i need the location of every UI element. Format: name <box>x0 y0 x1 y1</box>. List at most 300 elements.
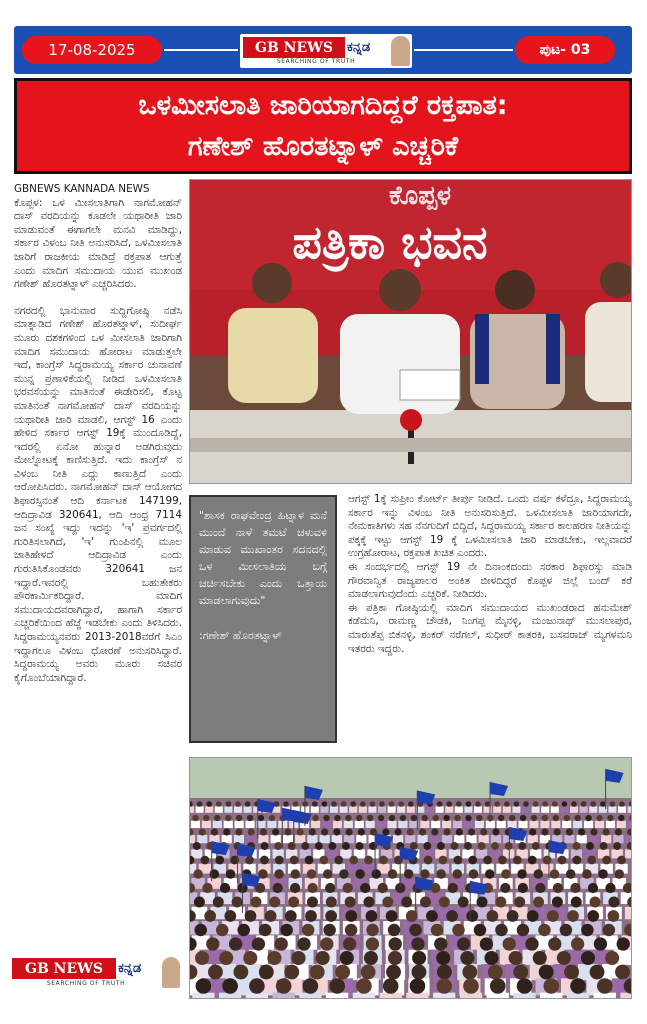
crowd-person-head <box>594 937 607 950</box>
crowd-person-head <box>285 910 297 922</box>
crowd-person-head <box>462 965 477 980</box>
footer-logo-portrait <box>162 957 180 988</box>
crowd-person-body <box>617 821 626 828</box>
crowd-person-body <box>570 806 578 812</box>
footer-logo-tagline: SEARCHING OF TRUTH <box>46 980 126 987</box>
crowd-person-body <box>430 835 440 843</box>
crowd-person-head <box>243 951 257 965</box>
crowd-person-head <box>603 924 616 937</box>
crowd-person-body <box>584 821 593 828</box>
crowd-person-body <box>420 821 429 828</box>
crowd-person-body <box>397 806 405 812</box>
crowd-person-head <box>360 801 366 807</box>
crowd-person-head <box>225 815 231 821</box>
crowd-person-body <box>489 849 500 858</box>
crowd-person-head <box>412 951 426 965</box>
crowd-person-head <box>269 897 280 908</box>
crowd-person-body <box>258 835 268 843</box>
logo-tagline: SEARCHING OF TRUTH <box>276 58 356 65</box>
crowd-person-body <box>613 835 623 843</box>
crowd-person-head <box>465 815 471 821</box>
crowd-person-head <box>345 924 358 937</box>
crowd-person-head <box>275 937 288 950</box>
crowd-person-head <box>386 965 401 980</box>
crowd-person-head <box>436 869 445 878</box>
crowd-person-head <box>219 951 233 965</box>
crowd-person-body <box>307 835 317 843</box>
crowd-person-body <box>606 821 615 828</box>
crowd-person-body <box>577 835 587 843</box>
crowd-person-body <box>442 821 451 828</box>
crowd-person-body <box>224 806 232 812</box>
crowd-person-head <box>235 828 242 835</box>
crowd-person-head <box>605 883 615 893</box>
crowd-person-head <box>478 842 486 850</box>
crowd-person-head <box>552 801 558 807</box>
crowd-person-body <box>234 835 244 843</box>
crowd-person-head <box>492 828 499 835</box>
crowd-person-head <box>335 965 350 980</box>
crowd-person-head <box>570 978 586 994</box>
crowd-person-body <box>191 821 200 828</box>
crowd-person-head <box>542 801 548 807</box>
crowd-person-body <box>333 821 342 828</box>
crowd-person-head <box>280 924 293 937</box>
crowd-person-body <box>356 835 366 843</box>
crowd-person-body <box>564 835 574 843</box>
crowd-person-head <box>233 965 248 980</box>
crowd-person-head <box>446 801 452 807</box>
crowd-person-head <box>274 842 282 850</box>
crowd-person-head <box>423 842 431 850</box>
crowd-person-head <box>290 856 299 865</box>
crowd-person-head <box>587 856 596 865</box>
crowd-person-head <box>464 842 472 850</box>
crowd-person-head <box>378 883 388 893</box>
crowd-person-head <box>585 815 591 821</box>
crowd-person-body <box>215 806 223 812</box>
crowd-person-head <box>356 978 372 994</box>
crowd-person-head <box>498 856 507 865</box>
crowd-person-head <box>259 965 274 980</box>
article-continuation: ಆಗಸ್ಟ್ 1ಕ್ಕೆ ಸುಪ್ರೀಂ ಕೋರ್ಟ್ ತೀರ್ಪು ನೀಡಿದೆ. ಒಂದು ವರ್ಷ ಕಳೆದ್ರೂ, ಸಿದ್ದರಾಮಯ್ಯ ಸರ್ಕಾರ ಇನ್ನು ವಿಳಂಬ ನೀತಿ ಅನುಸರಿಸುತ್ತಿದೆ. ಒಳಮೀಸಲಾತಿ ಜಾರಿಯಾಗದೇ, ನೇಮಕಾತಿಗಳು ಸಹ ನೆನಗುದಿಗೆ ಬಿದ್ದಿದೆ, ಸಿದ್ದರಾಮಯ್ಯ ಸರ್ಕಾರ ಕಾಲಹರಣ ನೀತಿಯನ್ನು ಪಕ್ಕಕ್ಕೆ ಇಟ್ಟು ಆಗಸ್ಟ್ 19 ಕ್ಕೆ ಒಳಮೀಸಲಾತಿ ಜಾರಿ ಮಾಡಬೇಕು, ಇಲ್ಲವಾದರೆ ಉಗ್ರಹೋರಾಟ, ರಕ್ತಪಾತ ಖಚಿತ ಎಂದರು. <box>348 493 632 560</box>
crowd-person-body <box>234 806 242 812</box>
crowd-person-head <box>453 869 462 878</box>
crowd-person-head <box>518 883 528 893</box>
pull-quote-text: "ಶಾಸಕ ರಾಘವೇಂದ್ರ ಹಿಟ್ನಾಳ ಮನೆ ಮುಂದೆ ನಾಳೆ ತಮಟೆ ಚಳುವಳಿ ಮಾಡುವ ಮುಖಾಂತರ ಸದನದಲ್ಲಿ ಒಳ ಮೀಸಲಾತಿಯ ಬಗ್ಗೆ ಚರ್ಚಿಸಬೇಕು ಎಂದು ಒತ್ತಾಯ ಮಾಡಲಾಗುವುದು" <box>199 509 327 607</box>
crowd-person-head <box>320 937 333 950</box>
crowd-person-head <box>301 842 309 850</box>
article-continuation: ಈ ಪತ್ರಿಕಾ ಗೋಷ್ಠಿಯಲ್ಲಿ ಮಾದಿಗ ಸಮುದಾಯದ ಮುಖಂಡರಾದ ಹನುಮೇಶ್ ಕಡೆಮನಿ, ರಾಮಣ್ಣ ಚೌಡಕಿ, ನಿಂಗಪ್ಪ ಮೈನಳ್ಳಿ, ಮಂಜುನಾಥ್ ಮುಸಲಾಪುರ, ಮಾರುತೆಪ್ಪ ಬಿಕನಳ್ಳಿ, ಶಂಕರ್ ನರೆಗಲ್, ಸುಧೀರ್ ಕಾತರಕಿ, ಬಸವರಾಜ್ ಮ್ಯಗಳಮನಿ ಇತರರು ಇದ್ದರು. <box>348 601 632 655</box>
crowd-person-head <box>525 937 538 950</box>
crowd-person-head <box>355 869 364 878</box>
crowd-person-body <box>355 821 364 828</box>
crowd-person-head <box>539 965 554 980</box>
crowd-person-head <box>303 978 319 994</box>
crowd-person-head <box>528 856 537 865</box>
crowd-person-head <box>272 828 279 835</box>
crowd-person-head <box>605 951 619 965</box>
crowd-person-head <box>558 856 567 865</box>
headline-box <box>14 78 632 174</box>
crowd-person-body <box>608 806 616 812</box>
article-paragraph: ನಗರದಲ್ಲಿ ಭಾನುವಾರ ಸುದ್ದಿಗೋಷ್ಠಿ ನಡೆಸಿ ಮಾತ್ನಾಡಿದ ಗಣೇಶ್ ಹೊರತಟ್ನಾಳ್, ಸುದೀರ್ಘ ಮೂರು ದಶಕಗಳಿಂದ ಒಳ ಮೀಸಲಾತಿ ಜಾರಿಗಾಗಿ ಮಾದಿಗ ಸಮುದಾಯ ಹೋರಾಟ ಮಾಡುತ್ತಲೇ ಇದೆ, ಕಾಂಗ್ರೆಸ್ ಸಿದ್ದರಾಮಯ್ಯ ಸರ್ಕಾರ ಚುನಾವಣೆ ಮುನ್ನ ಪ್ರಣಾಳಿಕೆಯಲ್ಲಿ ನೀಡಿದ ಒಳಮೀಸಲಾತಿ ಭರವಸೆಯನ್ನು ಮಾತಿನಂತೆ ಈಡೇರಿಸಲಿ, ಕೊಟ್ಟ ಮಾತಿನಂತೆ ನಾಗಮೋಹನ್ ದಾಸ್ ವರದಿಯನ್ನು ಯಥಾರೀತಿ ಜಾರಿ ಮಾಡಲಿ, ಆಗಸ್ಟ್ 16 ಎಂದು ಹೇಳಿದ ಸರ್ಕಾರ ಆಗಸ್ಟ್ 19ಕ್ಕೆ ಮುಂದೂಡಿದ್ದೆ, ಇದರಲ್ಲಿ ಏನೋ ಹುನ್ನಾರ ಅಡಗಿರುವುದು ಮೇಲ್ನೋಟಕ್ಕೆ ಕಾಣಿಸುತ್ತಿದೆ. ಇದು ಕಾಂಗ್ರೆಸ್ ನ ವಿಳಂಬ ನೀತಿ ಎದ್ದು ಕಾಣುತ್ತಿದೆ ಎಂದು ಆರೋಪಿಸಿದರು. ನಾಗಮೋಹನ್ ದಾಸ್ ಆಯೋಗದ ಶಿಫಾರಸ್ಸಿನಂತೆ ಆದಿ ಕರ್ನಾಟಕ 147199, ಆದಿದ್ರಾವಿಡ 320641, ಆದಿ ಆಂಧ್ರ 7114 ಜನ ಸಂಖ್ಯೆ ಇದ್ದು ಇದನ್ನು 'ಇ' ಪ್ರವರ್ಗದಲ್ಲಿ ಗುರಿತಿಸಲಾಗಿದೆ, 'ಇ' ಗುಂಪಿನಲ್ಲಿ ಮೂಲ ಜಾತಿಹೇಳದೆ ಆದಿದ್ರಾವಿಡ ಎಂದು ಗುರುತಿಸಿಕೊಂಡವರು 320641 ಜನ ಇದ್ದಾರೆ.ಇವರಲ್ಲಿ ಬಹುತೇಕರು ಪೌರಕಾರ್ಮಿಕರಿದ್ದಾರೆ. ಮಾದಿಗ ಸಮುದಾಯದವರಾಗಿದ್ದಾರೆ, ಹಾಗಾಗಿ ಸರ್ಕಾರ ಎಚ್ಚರಿಕೆಯಿಂದ ಹೆಜ್ಜೆ ಇಡಬೇಕು ಎಂದು ತಿಳಿಸಿದರು. ಸಿದ್ದರಾಮಯ್ಯನವರು 2013-2018ವರೆಗೆ ಸಿಎಂ ಇದ್ದಾಗಲೂ ವಿಳಂಬ ಧೋರಣೆ ಅನುಸರಿಸಿದ್ದಾರೆ. ಸಿದ್ದರಾಮಯ್ಯ ಅವರು ಮೂರು ಸಚಿವರ ಕೈಗೊಂಬೆಯಾಗಿದ್ದಾರೆ. <box>14 304 182 684</box>
crowd-person-head <box>247 815 253 821</box>
crowd-person-head <box>454 815 460 821</box>
crowd-person-head <box>407 828 414 835</box>
article-paragraph: ಕೊಪ್ಪಳ: ಒಳ ಮೀಸಲಾತಿಗಾಗಿ ನಾಗಮೋಹನ್ ದಾಸ್ ವರದಿಯನ್ನು ಕೂಡಲೇ ಯಥಾರೀತಿ ಜಾರಿ ಮಾಡುವಂತೆ ಈಗಾಗಲೇ ಮನವಿ ಮಾಡಿದ್ದು, ಸರ್ಕಾರ ವಿಳಂಬ ನೀತಿ ಅನುಸರಿಸಿದೆ, ಒಳಮೀಸಲಾತಿ ಜಾರಿಗೆ ರಾಜಕೀಯ ಮಾಡಿದ್ರೆ ರಕ್ತಪಾತ ಆಗುತ್ತೆ ಎಂದು ಮಾದಿಗ ಸಮುದಾಯ ಯುವ ಮುಖಂಡ ಗಣೇಶ್ ಹೊರತಟ್ನಾಳ್ ಎಚ್ಚರಿಸಿದರು. <box>14 196 182 291</box>
crowd-person-body <box>267 821 276 828</box>
crowd-person-head <box>581 924 594 937</box>
crowd-person-head <box>245 801 251 807</box>
crowd-person-body <box>455 806 463 812</box>
crowd-person-head <box>571 937 584 950</box>
crowd-person-head <box>495 924 508 937</box>
crowd-person-head <box>307 869 316 878</box>
crowd-person-head <box>302 924 315 937</box>
crowd-person-body <box>497 821 506 828</box>
crowd-person-head <box>346 828 353 835</box>
crowd-person-body <box>311 821 320 828</box>
crowd-person-body <box>222 835 232 843</box>
crowd-person-head <box>590 828 597 835</box>
crowd-person-head <box>339 869 348 878</box>
crowd-person-head <box>388 869 397 878</box>
article-byline: GBNEWS KANNADA NEWS <box>14 183 150 195</box>
article-left-column <box>14 183 182 913</box>
crowd-person-head <box>431 828 438 835</box>
crowd-person-head <box>554 828 561 835</box>
crowd-person-head <box>598 869 607 878</box>
crowd-person-head <box>199 828 206 835</box>
crowd-person-head <box>608 897 619 908</box>
crowd-person-head <box>409 924 422 937</box>
crowd-person-head <box>533 897 544 908</box>
crowd-person-head <box>610 801 616 807</box>
crowd-person-head <box>312 815 318 821</box>
crowd-person-head <box>411 937 424 950</box>
crowd-person-head <box>340 951 354 965</box>
crowd-person-head <box>341 801 347 807</box>
header-divider-left <box>164 49 238 51</box>
crowd-person-head <box>350 801 356 807</box>
crowd-person-head <box>454 856 463 865</box>
crowd-person-body <box>405 835 415 843</box>
crowd-person-head <box>553 883 563 893</box>
crowd-person-body <box>445 806 453 812</box>
crowd-person-head <box>194 897 205 908</box>
crowd-person-body <box>190 835 195 843</box>
crowd-person-body <box>503 806 511 812</box>
crowd-person-body <box>508 821 517 828</box>
crowd-person-head <box>345 897 356 908</box>
crowd-person-head <box>570 883 580 893</box>
crowd-person-head <box>297 937 310 950</box>
crowd-person-head <box>345 815 351 821</box>
crowd-person-body <box>522 806 530 812</box>
crowd-person-body <box>601 835 611 843</box>
crowd-person-head <box>389 815 395 821</box>
crowd-person-head <box>437 801 443 807</box>
logo-language-text: ಕನ್ನಡ <box>347 40 371 55</box>
masthead-logo <box>240 34 412 68</box>
crowd-person-head <box>543 856 552 865</box>
crowd-person-body <box>311 806 319 812</box>
crowd-person-body <box>551 821 560 828</box>
crowd-person-body <box>377 821 386 828</box>
crowd-person-head <box>600 801 606 807</box>
crowd-person-body <box>580 806 588 812</box>
crowd-person-head <box>356 842 364 850</box>
crowd-person-head <box>480 828 487 835</box>
crowd-person-body <box>532 806 540 812</box>
crowd-person-head <box>588 883 598 893</box>
crowd-person-head <box>312 801 318 807</box>
crowd-person-head <box>326 897 337 908</box>
crowd-person-head <box>424 856 433 865</box>
crowd-person-head <box>216 924 229 937</box>
crowd-person-head <box>389 937 402 950</box>
crowd-person-head <box>310 965 325 980</box>
crowd-person-head <box>484 951 498 965</box>
crowd-person-head <box>331 801 337 807</box>
crowd-person-head <box>437 965 452 980</box>
crowd-person-body <box>475 821 484 828</box>
crowd-person-head <box>498 815 504 821</box>
article-continuation: ಈ ಸಂದರ್ಭದಲ್ಲಿ ಆಗಸ್ಟ್ 19 ನೇ ದಿನಾಂಕದಂದು ಸರಕಾರ ಶಿಫಾರಸ್ಸು ಮಾಡಿ ಗೌರವಾನ್ವಿತ ರಾಜ್ಯಪಾಲರ ಅಂಕಿತ ಬೀಳದಿದ್ದರೆ ಕೊಪ್ಪಳ ಜಿಲ್ಲೆ ಬಂದ್ ಕರೆ ಮಾಡಲಾಗುವುದೆಂದು ಎಚ್ಚರಿಕೆ. ನೀಡಿದರು. <box>348 560 632 601</box>
crowd-person-head <box>531 815 537 821</box>
crowd-person-body <box>519 821 528 828</box>
crowd-person-head <box>386 910 398 922</box>
crowd-person-head <box>307 897 318 908</box>
crowd-person-head <box>400 815 406 821</box>
crowd-person-head <box>265 910 277 922</box>
crowd-person-body <box>344 821 353 828</box>
crowd-person-head <box>439 856 448 865</box>
crowd-person-head <box>494 801 500 807</box>
crowd-person-head <box>500 883 510 893</box>
crowd-person-head <box>543 978 559 994</box>
crowd-person-head <box>468 856 477 865</box>
crowd-person-head <box>434 937 447 950</box>
crowd-person-head <box>602 856 611 865</box>
crowd-person-head <box>560 924 573 937</box>
crowd-person-head <box>404 869 413 878</box>
crowd-person-body <box>244 806 252 812</box>
crowd-person-head <box>220 883 230 893</box>
crowd-person-head <box>507 910 519 922</box>
crowd-person-body <box>625 849 632 858</box>
crowd-person-head <box>566 828 573 835</box>
crowd-person-head <box>366 924 379 937</box>
crowd-person-head <box>532 842 540 850</box>
crowd-person-body <box>551 806 559 812</box>
crowd-person-head <box>349 856 358 865</box>
crowd-person-head <box>283 801 289 807</box>
crowd-person-head <box>504 801 510 807</box>
crowd-person-head <box>321 828 328 835</box>
crowd-person-head <box>364 951 378 965</box>
crowd-person-head <box>235 801 241 807</box>
crowd-person-body <box>512 806 520 812</box>
crowd-person-body <box>426 806 434 812</box>
crowd-person-head <box>215 856 224 865</box>
crowd-person-head <box>401 897 412 908</box>
crowd-person-head <box>463 978 479 994</box>
crowd-person-body <box>349 806 357 812</box>
crowd-person-head <box>466 801 472 807</box>
crowd-person-head <box>501 869 510 878</box>
footer-logo-language: ಕನ್ನಡ <box>118 961 142 976</box>
crowd-person-head <box>533 801 539 807</box>
crowd-person-head <box>316 951 330 965</box>
crowd-person-head <box>571 897 582 908</box>
crowd-person-head <box>398 801 404 807</box>
crowd-person-head <box>613 842 621 850</box>
crowd-person-head <box>412 965 427 980</box>
crowd-person-body <box>454 835 464 843</box>
crowd-person-head <box>483 856 492 865</box>
crowd-person-head <box>274 869 283 878</box>
crowd-person-body <box>398 821 407 828</box>
crowd-person-body <box>202 821 211 828</box>
crowd-person-head <box>237 924 250 937</box>
crowd-person-head <box>293 801 299 807</box>
crowd-person-head <box>431 924 444 937</box>
press-conference-illustration <box>190 180 632 484</box>
crowd-person-head <box>590 801 596 807</box>
headline-line-1: ಒಳಮೀಸಲಾತಿ ಜಾರಿಯಾಗದಿದ್ದರೆ ರಕ್ತಪಾತ: <box>138 90 508 121</box>
crowd-person-head <box>325 883 335 893</box>
headline-line-2: ಗಣೇಶ್ ಹೊರತಟ್ನಾಳ್ ಎಚ್ಚರಿಕೆ <box>187 131 459 162</box>
crowd-person-body <box>378 806 386 812</box>
crowd-person-head <box>491 842 499 850</box>
crowd-person-body <box>393 835 403 843</box>
crowd-person-body <box>387 821 396 828</box>
crowd-person-body <box>626 835 632 843</box>
crowd-person-body <box>368 806 376 812</box>
crowd-person-head <box>305 856 314 865</box>
crowd-person-head <box>567 910 579 922</box>
crowd-person-head <box>477 897 488 908</box>
crowd-person-head <box>315 842 323 850</box>
crowd-person-head <box>192 815 198 821</box>
crowd-person-head <box>366 910 378 922</box>
crowd-person-body <box>283 835 293 843</box>
crowd-person-head <box>587 910 599 922</box>
crowd-person-head <box>535 883 545 893</box>
crowd-person-body <box>235 821 244 828</box>
protest-rally-illustration <box>190 758 632 999</box>
crowd-person-body <box>320 806 328 812</box>
crowd-person-head <box>325 910 337 922</box>
crowd-person-body <box>479 835 489 843</box>
crowd-person-head <box>269 815 275 821</box>
crowd-person-head <box>617 856 626 865</box>
crowd-person-head <box>193 869 202 878</box>
crowd-person-body <box>359 806 367 812</box>
footer-logo-brand: GB NEWS <box>12 958 116 979</box>
crowd-person-head <box>195 951 209 965</box>
crowd-person-head <box>363 897 374 908</box>
crowd-person-head <box>578 828 585 835</box>
crowd-person-head <box>582 869 591 878</box>
crowd-person-body <box>197 835 207 843</box>
crowd-person-head <box>509 951 523 965</box>
crowd-person-head <box>260 856 269 865</box>
crowd-person-head <box>333 828 340 835</box>
crowd-person-body <box>224 821 233 828</box>
crowd-person-head <box>297 828 304 835</box>
crowd-person-head <box>211 828 218 835</box>
crowd-person-head <box>267 951 281 965</box>
crowd-person-body <box>344 835 354 843</box>
crowd-person-head <box>469 869 478 878</box>
crowd-person-head <box>276 978 292 994</box>
crowd-person-head <box>232 897 243 908</box>
crowd-person-body <box>491 835 501 843</box>
crowd-person-head <box>345 910 357 922</box>
crowd-person-head <box>308 883 318 893</box>
crowd-person-head <box>388 924 401 937</box>
crowd-person-head <box>343 937 356 950</box>
banner-line-1: ಕೊಪ್ಪಳ <box>388 181 452 211</box>
crowd-person-head <box>284 828 291 835</box>
crowd-person-head <box>485 869 494 878</box>
crowd-person-head <box>213 897 224 908</box>
crowd-person-head <box>615 869 624 878</box>
crowd-person-head <box>309 828 316 835</box>
crowd-person-head <box>389 801 395 807</box>
crowd-person-head <box>538 924 551 937</box>
crowd-person-body <box>332 835 342 843</box>
crowd-person-head <box>206 801 212 807</box>
crowd-person-head <box>420 897 431 908</box>
crowd-person-body <box>190 806 194 812</box>
crowd-person-head <box>495 897 506 908</box>
crowd-person-body <box>320 835 330 843</box>
issue-date: 17-08-2025 <box>22 36 162 64</box>
crowd-person-head <box>581 951 595 965</box>
crowd-person-head <box>320 856 329 865</box>
crowd-person-head <box>456 828 463 835</box>
crowd-person-head <box>343 883 353 893</box>
crowd-person-head <box>410 978 426 994</box>
crowd-person-body <box>595 821 604 828</box>
crowd-person-head <box>226 869 235 878</box>
crowd-person-body <box>573 821 582 828</box>
crowd-person-body <box>560 806 568 812</box>
crowd-person-head <box>260 828 267 835</box>
crowd-person-body <box>618 806 626 812</box>
crowd-person-head <box>201 856 210 865</box>
crowd-person-head <box>226 801 232 807</box>
crowd-person-head <box>204 910 216 922</box>
crowd-person-head <box>378 815 384 821</box>
page-number: ಪುಟ- 03 <box>515 36 615 64</box>
crowd-person-head <box>448 883 458 893</box>
crowd-person-head <box>547 910 559 922</box>
crowd-person-head <box>258 815 264 821</box>
crowd-person-head <box>210 869 219 878</box>
crowd-person-head <box>617 937 630 950</box>
crowd-person-body <box>493 806 501 812</box>
crowd-person-head <box>288 897 299 908</box>
logo-brand-text: GB NEWS <box>243 37 345 58</box>
crowd-person-head <box>596 815 602 821</box>
crowd-person-head <box>552 897 563 908</box>
crowd-person-head <box>334 815 340 821</box>
